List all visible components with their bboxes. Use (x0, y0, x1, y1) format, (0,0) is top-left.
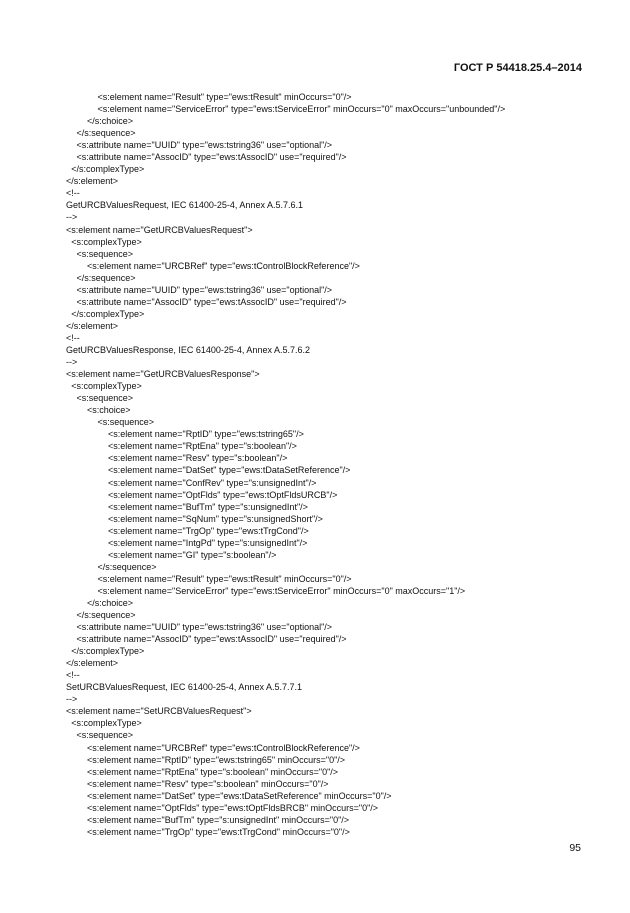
code-line: <s:sequence> (76, 730, 134, 741)
code-line: </s:complexType> (71, 164, 145, 175)
code-line: <s:complexType> (71, 236, 142, 247)
code-line: <s:element name="RptID" type="ews:tstring65"/> (108, 429, 304, 440)
code-line: <s:element name="GetURCBValuesRequest"> (66, 224, 253, 235)
standard-designation: ГОСТ Р 54418.25.4–2014 (453, 62, 582, 74)
code-line: <s:element name="ConfRev" type="s:unsignedInt"/> (108, 477, 317, 488)
code-line: <s:element name="BufTm" type="s:unsignedInt"/> (108, 501, 308, 512)
code-line: <s:element name="OptFlds" type="ews:tOptFldsBRCB" minOccurs="0"/> (87, 802, 379, 813)
code-line: <s:element name="URCBRef" type="ews:tControlBlockReference"/> (87, 260, 360, 271)
code-line: <s:complexType> (71, 381, 142, 392)
code-line: <s:attribute name="UUID" type="ews:tstring36" use="optional"/> (76, 140, 333, 151)
code-line: <s:element name="BufTm" type="s:unsignedInt" minOccurs="0"/> (87, 814, 350, 825)
code-line: </s:sequence> (76, 272, 136, 283)
code-line: <s:element name="DatSet" type="ews:tDataSetReference"/> (108, 465, 351, 476)
code-line: </s:choice> (87, 597, 134, 608)
code-line: <s:sequence> (97, 417, 155, 428)
code-line: GetURCBValuesResponse, IEC 61400-25-4, Annex A.5.7.6.2 (66, 344, 310, 355)
code-line: <s:choice> (87, 405, 131, 416)
code-line: <s:element name="ServiceError" type="ews:tServiceError" minOccurs="0" maxOccurs="1"/> (97, 585, 466, 596)
code-line: <s:sequence> (76, 248, 134, 259)
code-line: </s:element> (66, 176, 119, 187)
code-line: </s:sequence> (76, 610, 136, 621)
page-number: 95 (569, 842, 581, 854)
code-line: <s:attribute name="UUID" type="ews:tstring36" use="optional"/> (76, 284, 333, 295)
code-line: <s:element name="ServiceError" type="ews:tServiceError" minOccurs="0" maxOccurs="unbounded"/> (97, 104, 506, 115)
code-line: <s:element name="RptEna" type="s:boolean"/> (108, 441, 297, 452)
code-line: <s:element name="IntgPd" type="s:unsignedInt"/> (108, 537, 308, 548)
code-line: <s:element name="RptID" type="ews:tstring65" minOccurs="0"/> (87, 754, 346, 765)
code-line: <s:element name="GetURCBValuesResponse"> (66, 369, 260, 380)
code-line: <s:element name="RptEna" type="s:boolean" minOccurs="0"/> (87, 766, 339, 777)
code-line: <s:attribute name="AssocID" type="ews:tAssocID" use="required"/> (76, 296, 347, 307)
code-line: --> (66, 357, 78, 368)
code-line: GetURCBValuesRequest, IEC 61400-25-4, Annex A.5.7.6.1 (66, 200, 303, 211)
code-line: <s:sequence> (76, 393, 134, 404)
code-line: <!-- (66, 670, 80, 681)
code-line: --> (66, 694, 78, 705)
code-line: <s:element name="Resv" type="s:boolean"/> (108, 453, 288, 464)
code-line: </s:sequence> (76, 128, 136, 139)
code-line: <s:attribute name="UUID" type="ews:tstring36" use="optional"/> (76, 622, 333, 633)
code-line: </s:choice> (87, 116, 134, 127)
code-line: <s:element name="TrgOp" type="ews:tTrgCond"/> (108, 525, 309, 536)
code-line: <s:attribute name="AssocID" type="ews:tAssocID" use="required"/> (76, 634, 347, 645)
xml-schema-listing (66, 91, 610, 838)
code-line: </s:element> (66, 320, 119, 331)
code-line: </s:complexType> (71, 308, 145, 319)
code-line: </s:sequence> (97, 561, 157, 572)
code-line: SetURCBValuesRequest, IEC 61400-25-4, Annex A.5.7.7.1 (66, 682, 302, 693)
code-line: <!-- (66, 332, 80, 343)
code-line: <s:complexType> (71, 718, 142, 729)
code-line: <s:element name="Resv" type="s:boolean" minOccurs="0"/> (87, 778, 329, 789)
code-line: <s:element name="SetURCBValuesRequest"> (66, 706, 252, 717)
code-line: <s:element name="DatSet" type="ews:tDataSetReference" minOccurs="0"/> (87, 790, 392, 801)
code-line: <s:element name="Result" type="ews:tResult" minOccurs="0"/> (97, 92, 352, 102)
code-line: <s:element name="OptFlds" type="ews:tOptFldsURCB"/> (108, 489, 338, 500)
code-line: </s:complexType> (71, 646, 145, 657)
code-line: <s:attribute name="AssocID" type="ews:tAssocID" use="required"/> (76, 152, 347, 163)
code-line: </s:element> (66, 658, 119, 669)
document-header (454, 62, 582, 74)
code-line: <s:element name="GI" type="s:boolean"/> (108, 549, 277, 560)
code-line: <s:element name="URCBRef" type="ews:tControlBlockReference"/> (87, 742, 360, 753)
code-line: <s:element name="Result" type="ews:tResult" minOccurs="0"/> (97, 573, 352, 584)
code-line: <s:element name="SqNum" type="s:unsignedShort"/> (108, 513, 323, 524)
code-line: <s:element name="TrgOp" type="ews:tTrgCond" minOccurs="0"/> (87, 826, 350, 837)
code-line: <!-- (66, 188, 80, 199)
code-line: --> (66, 212, 78, 223)
